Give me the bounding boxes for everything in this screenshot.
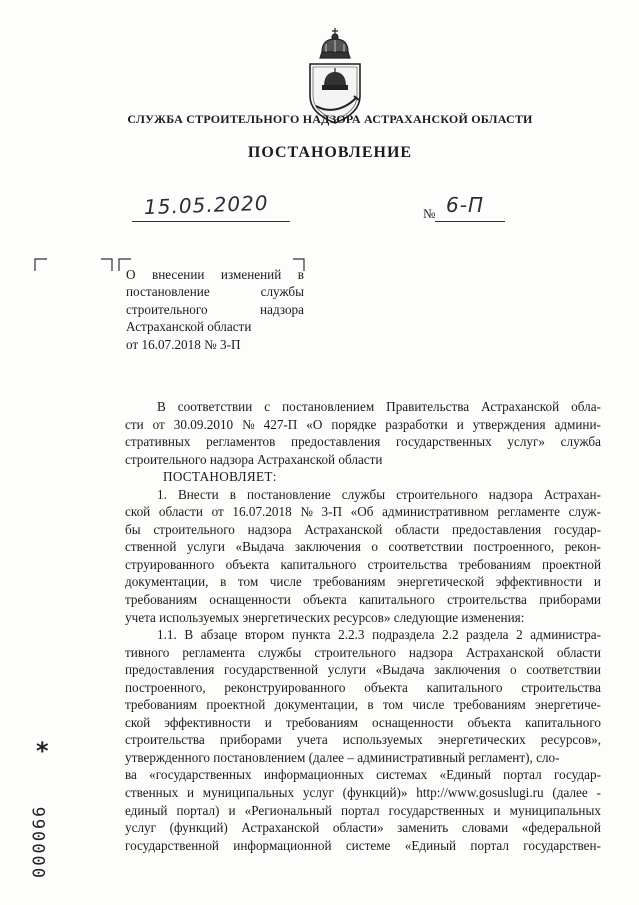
body-line <box>125 503 601 521</box>
word: абзаце <box>200 627 238 643</box>
number-label: № <box>423 206 436 221</box>
word: услуг <box>302 785 334 801</box>
word: строительного <box>153 521 235 537</box>
word: капитального <box>525 714 601 730</box>
word: 3-П <box>321 504 343 520</box>
word: соответствии <box>177 399 253 414</box>
body-line <box>125 661 601 679</box>
word: «Выдача <box>235 539 285 555</box>
word: надзора <box>247 521 292 537</box>
word: том <box>237 574 259 590</box>
document-body <box>125 398 601 854</box>
subject-line <box>126 301 304 318</box>
word: приборами <box>539 592 601 608</box>
word: надзора <box>408 644 453 660</box>
word: государственных <box>388 802 485 818</box>
word: требованиям <box>125 592 198 608</box>
word: подраздела <box>372 627 435 643</box>
word: Внести <box>177 486 219 502</box>
body-line <box>125 486 601 504</box>
corner-mark-mid-right <box>100 258 114 272</box>
word: утверждения <box>472 416 546 432</box>
word: реконструированного <box>224 679 346 695</box>
word: предоставления <box>451 521 542 537</box>
word: и <box>456 416 464 432</box>
word: области <box>395 521 440 537</box>
word: (функций)» <box>342 785 408 801</box>
word: единый <box>125 802 168 818</box>
word: рекон- <box>564 539 601 555</box>
word: 427-П <box>263 416 298 432</box>
word: раздела <box>466 627 509 643</box>
word: ПОСТАНОВЛЯЕТ: <box>163 469 277 485</box>
word: служба <box>560 434 601 450</box>
word: системах <box>376 767 428 783</box>
word: № <box>300 504 313 520</box>
body-line <box>125 538 601 556</box>
word: сти <box>125 416 144 432</box>
document-subject <box>126 266 304 353</box>
word: энергетических <box>437 732 526 748</box>
word: регламентов <box>206 434 276 450</box>
word: объекта <box>467 714 512 730</box>
word: документации, <box>125 574 209 590</box>
body-line <box>125 766 601 784</box>
date-underline <box>132 221 290 222</box>
word: служ- <box>568 504 601 520</box>
word: надзора <box>260 301 304 317</box>
body-line <box>125 591 601 609</box>
body-line <box>125 416 601 434</box>
word: объекта <box>364 679 408 695</box>
word: государственной <box>125 837 219 853</box>
word: государ- <box>553 521 601 537</box>
word: учета <box>296 732 328 748</box>
word: постановлением <box>282 399 375 414</box>
word: В <box>184 627 194 643</box>
word: требованиям <box>313 574 386 590</box>
word: «Выдача <box>375 662 425 678</box>
word: службы <box>341 486 386 502</box>
body-line <box>125 819 601 837</box>
word: «Единый <box>404 837 457 853</box>
body-line <box>125 451 601 469</box>
handwritten-date: 15.05.2020 <box>143 190 269 220</box>
word: портал) <box>176 802 220 818</box>
word: и <box>493 802 501 818</box>
body-line <box>125 609 601 627</box>
word: «Единый <box>439 767 491 783</box>
word: втором <box>244 627 285 643</box>
word: 1. <box>157 486 167 502</box>
word: от <box>152 416 165 432</box>
word: информационной <box>233 837 332 853</box>
word: услуг» <box>507 434 545 450</box>
word: Астраханской <box>481 399 560 414</box>
body-line <box>125 521 601 539</box>
word: разработки <box>385 416 448 432</box>
word: портал <box>341 802 380 818</box>
word: строительства <box>521 679 601 695</box>
word: 2 <box>516 627 523 643</box>
number-underline <box>435 221 505 222</box>
subject-line <box>126 336 304 353</box>
word: строительного <box>314 644 396 660</box>
word: бы <box>125 521 141 537</box>
subject-line <box>126 266 304 283</box>
word: строительного надзора Астраханской области <box>125 451 383 467</box>
word: учета используемых энергетических ресурсов» следующие изменения: <box>125 609 525 625</box>
word: требованиям <box>285 714 358 730</box>
word: ской <box>125 504 151 520</box>
word: капитального <box>358 592 435 608</box>
body-line <box>125 696 601 714</box>
word: соответствии <box>388 539 464 555</box>
word: (далее <box>552 785 588 801</box>
body-line <box>125 433 601 451</box>
word: - <box>596 785 601 801</box>
word: услуги <box>186 539 225 555</box>
word: требованиям <box>453 697 526 713</box>
body-line <box>125 749 601 767</box>
word: том <box>382 697 404 713</box>
astrakhan-coat-of-arms-icon <box>298 26 372 126</box>
word: портал <box>503 767 542 783</box>
word: муниципальных <box>202 785 295 801</box>
word: о <box>371 539 378 555</box>
word: объекта <box>303 592 347 608</box>
word: изменений <box>220 267 282 282</box>
word: тивного <box>125 644 170 660</box>
body-line <box>125 731 601 749</box>
word: проектной <box>206 697 266 713</box>
body-line <box>125 626 601 644</box>
word: ственных <box>125 785 179 801</box>
word: 16.07.2018 <box>232 504 292 520</box>
word: службы <box>258 644 302 660</box>
word: регламенте <box>497 504 560 520</box>
word: ва <box>125 767 137 783</box>
body-line <box>125 802 601 820</box>
word: строительства <box>125 732 205 748</box>
word: капитального <box>426 679 503 695</box>
word: постановление <box>126 284 210 300</box>
word: О <box>126 267 136 282</box>
word: регламента <box>182 644 246 660</box>
subject-line <box>126 318 304 335</box>
word: «Региональный <box>244 802 332 818</box>
word: ской <box>125 714 151 730</box>
word: построенного, <box>125 679 206 695</box>
word: приборами <box>219 732 282 748</box>
word: предоставления <box>291 434 381 450</box>
word: постановление <box>246 486 331 502</box>
word: проектной <box>542 556 601 572</box>
word: государственных <box>395 434 492 450</box>
word: 2.2 <box>442 627 459 643</box>
word: пункта <box>291 627 331 643</box>
word: Астраханской <box>304 521 383 537</box>
word: с <box>264 399 271 414</box>
word: 2.2.3 <box>338 627 365 643</box>
word: «О <box>306 416 323 432</box>
word: Правительства <box>386 399 470 414</box>
word: в <box>367 697 374 713</box>
body-line <box>125 573 601 591</box>
word: № <box>242 416 255 432</box>
word: 30.09.2010 <box>173 416 234 432</box>
word: области <box>158 504 203 520</box>
subject-line <box>126 283 304 300</box>
word: http://www.gosuslugi.ru <box>416 785 544 801</box>
word: струированного <box>125 556 215 572</box>
word: в <box>220 574 227 590</box>
word: услуг <box>125 820 157 836</box>
word: словами <box>461 820 509 836</box>
word: от <box>211 504 224 520</box>
word: используемых <box>342 732 423 748</box>
word: объекта <box>225 556 270 572</box>
body-line <box>125 784 601 802</box>
word: службы <box>260 284 304 300</box>
word: «Об <box>350 504 374 520</box>
word: оснащенности <box>209 592 291 608</box>
word: и <box>264 714 272 730</box>
organization-name: СЛУЖБА СТРОИТЕЛЬНОГО НАДЗОРА АСТРАХАНСКОЙ ОБЛАСТИ <box>127 112 533 126</box>
margin-asterisk: * <box>36 737 49 765</box>
word: услуги <box>327 662 366 678</box>
document-type-title: ПОСТАНОВЛЕНИЕ <box>247 144 413 161</box>
word: строительного <box>126 301 208 317</box>
word: «федеральной <box>521 820 601 836</box>
word: заключения <box>434 662 501 678</box>
word: Астраханской <box>241 820 320 836</box>
word: о <box>510 662 517 678</box>
word: (функций) <box>169 820 228 836</box>
body-line <box>125 837 601 855</box>
resolution-word <box>125 468 601 486</box>
word: стративных <box>125 434 191 450</box>
word: соответствии <box>526 662 601 678</box>
word: и <box>228 802 236 818</box>
word: заменить <box>397 820 449 836</box>
word: 1.1. <box>157 627 177 643</box>
body-line <box>125 398 601 416</box>
word: в <box>229 486 236 502</box>
word: государственной <box>224 662 319 678</box>
word: ственной <box>125 539 177 555</box>
word: Астраханской <box>465 644 544 660</box>
word: системе <box>345 837 391 853</box>
word: эффективности <box>164 714 251 730</box>
word: порядке <box>331 416 377 432</box>
word: и <box>186 785 195 801</box>
word: числе <box>269 574 302 590</box>
word: документации, <box>274 697 359 713</box>
word: ресурсов», <box>540 732 601 748</box>
word: эффективности <box>495 574 583 590</box>
word: В <box>157 399 166 414</box>
word: административном <box>382 504 489 520</box>
word: заключения <box>294 539 361 555</box>
word: Астрахан- <box>543 486 601 502</box>
word: утвержденного постановлением (далее – административный регламент), сло- <box>125 749 560 765</box>
word: муниципальных <box>509 802 601 818</box>
word: админи- <box>554 416 601 432</box>
word: информационных <box>263 767 364 783</box>
body-line <box>125 714 601 732</box>
body-line <box>125 679 601 697</box>
word: строительства <box>447 592 527 608</box>
word: от 16.07.2018 № 3-П <box>126 336 241 352</box>
word: строительства <box>367 556 448 572</box>
word: области» <box>332 820 384 836</box>
word: числе <box>412 697 445 713</box>
handwritten-number: 6-П <box>446 193 484 217</box>
word: капитального <box>280 556 357 572</box>
word: построенного, <box>473 539 555 555</box>
word: обла- <box>571 399 601 414</box>
word: предоставления <box>125 662 215 678</box>
word: оснащенности <box>372 714 454 730</box>
word: Астраханской области <box>126 319 252 335</box>
word: и <box>593 574 601 590</box>
word: государствен- <box>523 837 601 853</box>
word: «государственных <box>149 767 252 783</box>
body-line <box>125 556 601 574</box>
word: строительного <box>396 486 478 502</box>
word: области <box>556 644 601 660</box>
margin-serial-number: 000066 <box>30 804 50 878</box>
word: внесении <box>151 267 205 282</box>
word: требованиям <box>125 697 198 713</box>
word: энергетической <box>397 574 485 590</box>
word: государ- <box>553 767 601 783</box>
word: в <box>297 267 304 282</box>
corner-mark-left <box>34 258 48 272</box>
word: администра- <box>530 627 601 643</box>
word: портал <box>470 837 509 853</box>
body-line <box>125 644 601 662</box>
word: надзора <box>488 486 533 502</box>
word: энергетиче- <box>535 697 601 713</box>
word: требованиям <box>458 556 531 572</box>
